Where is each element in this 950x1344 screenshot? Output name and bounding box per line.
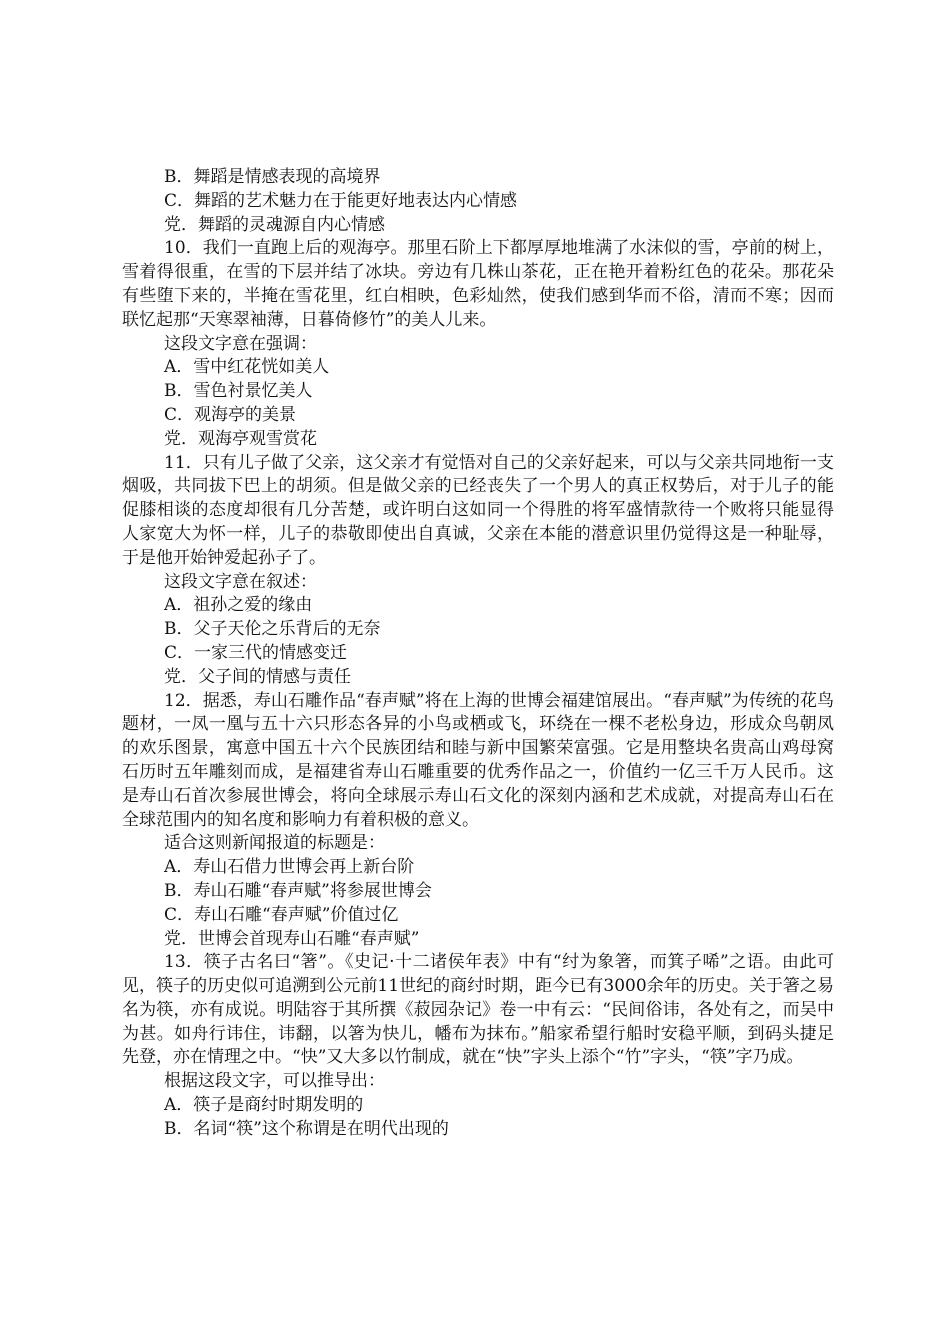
- q11-option-d: 党．父子间的情感与责任: [164, 666, 351, 687]
- q11-option-c: C．一家三代的情感变迁: [164, 642, 348, 663]
- q11-option-b: B．父子天伦之乐背后的无奈: [164, 619, 381, 640]
- q10-option-c: C．观海亭的美景: [164, 404, 297, 425]
- q11-question: 这段文字意在叙述：: [164, 571, 317, 592]
- q12-option-d: 党．世博会首现寿山石雕“春声赋”: [164, 928, 420, 949]
- q9-option-c: C．舞蹈的艺术魅力在于能更好地表达内心情感: [164, 190, 518, 211]
- q11-stem: 11．只有儿子做了父亲，这父亲才有觉悟对自己的父亲好起来，可以与父亲共同地衔一支烟吸，共同拔下巴上的胡须。但是做父亲的已经丧失了一个男人的真正权势后，对于儿子的能促膝相谈的态度却很有几分苦楚，或许明白这如同一个得胜的将军盛情款待一个败将只能显得人家宽大为怀一样，儿子的恭敬即使出自真诚，父亲在本能的潜意识里仍觉得这是一种耻辱，于是他开始钟爱起孙子了。: [122, 452, 834, 568]
- q12-question: 适合这则新闻报道的标题是：: [164, 833, 385, 854]
- q11-option-a: A．祖孙之爱的缘由: [164, 595, 313, 616]
- q12-stem: 12．据悉，寿山石雕作品“春声赋”将在上海的世博会福建馆展出。“春声赋”为传统的花鸟题材，一凤一凰与五十六只形态各异的小鸟或栖或飞，环绕在一棵不老松身边，形成众鸟朝凤的欢乐图景，寓意中国五十六个民族团结和睦与新中国繁荣富强。它是用整块名贵高山鸡母窝石历时五年雕刻而成，是福建省寿山石雕重要的优秀作品之一，价值约一亿三千万人民币。这是寿山石首次参展世博会，将向全球展示寿山石文化的深刻内涵和艺术成就，对提高寿山石在全球范围内的知名度和影响力有着积极的意义。: [122, 690, 834, 830]
- q10-stem: 10．我们一直跑上后的观海亭。那里石阶上下都厚厚地堆满了水沫似的雪，亭前的树上，雪着得很重，在雪的下层并结了冰块。旁边有几株山茶花，正在艳开着粉红色的花朵。那花朵有些堕下来的，半掩在雪花里，红白相映，色彩灿然，使我们感到华而不俗，清而不寒；因而联忆起那“天寒翠袖薄，日暮倚修竹”的美人儿来。: [122, 238, 834, 330]
- q9-option-d: 党．舞蹈的灵魂源自内心情感: [164, 214, 385, 235]
- q12-option-a: A．寿山石借力世博会再上新台阶: [164, 857, 415, 878]
- q10-question: 这段文字意在强调：: [164, 333, 317, 354]
- q13-option-b: B．名词“筷”这个称谓是在明代出现的: [164, 1118, 449, 1139]
- q12-option-b: B．寿山石雕“春声赋”将参展世博会: [164, 880, 432, 901]
- q13-question: 根据这段文字，可以推导出：: [164, 1071, 385, 1092]
- q10-option-b: B．雪色衬景忆美人: [164, 381, 313, 402]
- document-body: [122, 166, 834, 1142]
- q12-option-c: C．寿山石雕“春声赋”价值过亿: [164, 904, 399, 925]
- q10-option-d: 党．观海亭观雪赏花: [164, 428, 317, 449]
- q13-stem: 13．筷子古名曰“箸”。《史记·十二诸侯年表》中有“纣为象箸，而箕子唏”之语。由此可见，筷子的历史似可追溯到公元前11世纪的商纣时期，距今已有3000余年的历史。关于箸之易名为筷，亦有成说。明陆容于其所撰《菽园杂记》卷一中有云：“民间俗讳，各处有之，而吴中为甚。如舟行讳住，讳翻，以箸为快儿，幡布为抹布。”船家希望行船时安稳平顺，到码头捷足先登，亦在情理之中。“快”又大多以竹制成，就在“快”字头上添个“竹”字头，“筷”字乃成。: [122, 952, 834, 1068]
- q9-option-b: B．舞蹈是情感表现的高境界: [164, 167, 381, 187]
- q10-option-a: A．雪中红花恍如美人: [164, 357, 330, 378]
- q13-option-a: A．筷子是商纣时期发明的: [164, 1095, 364, 1116]
